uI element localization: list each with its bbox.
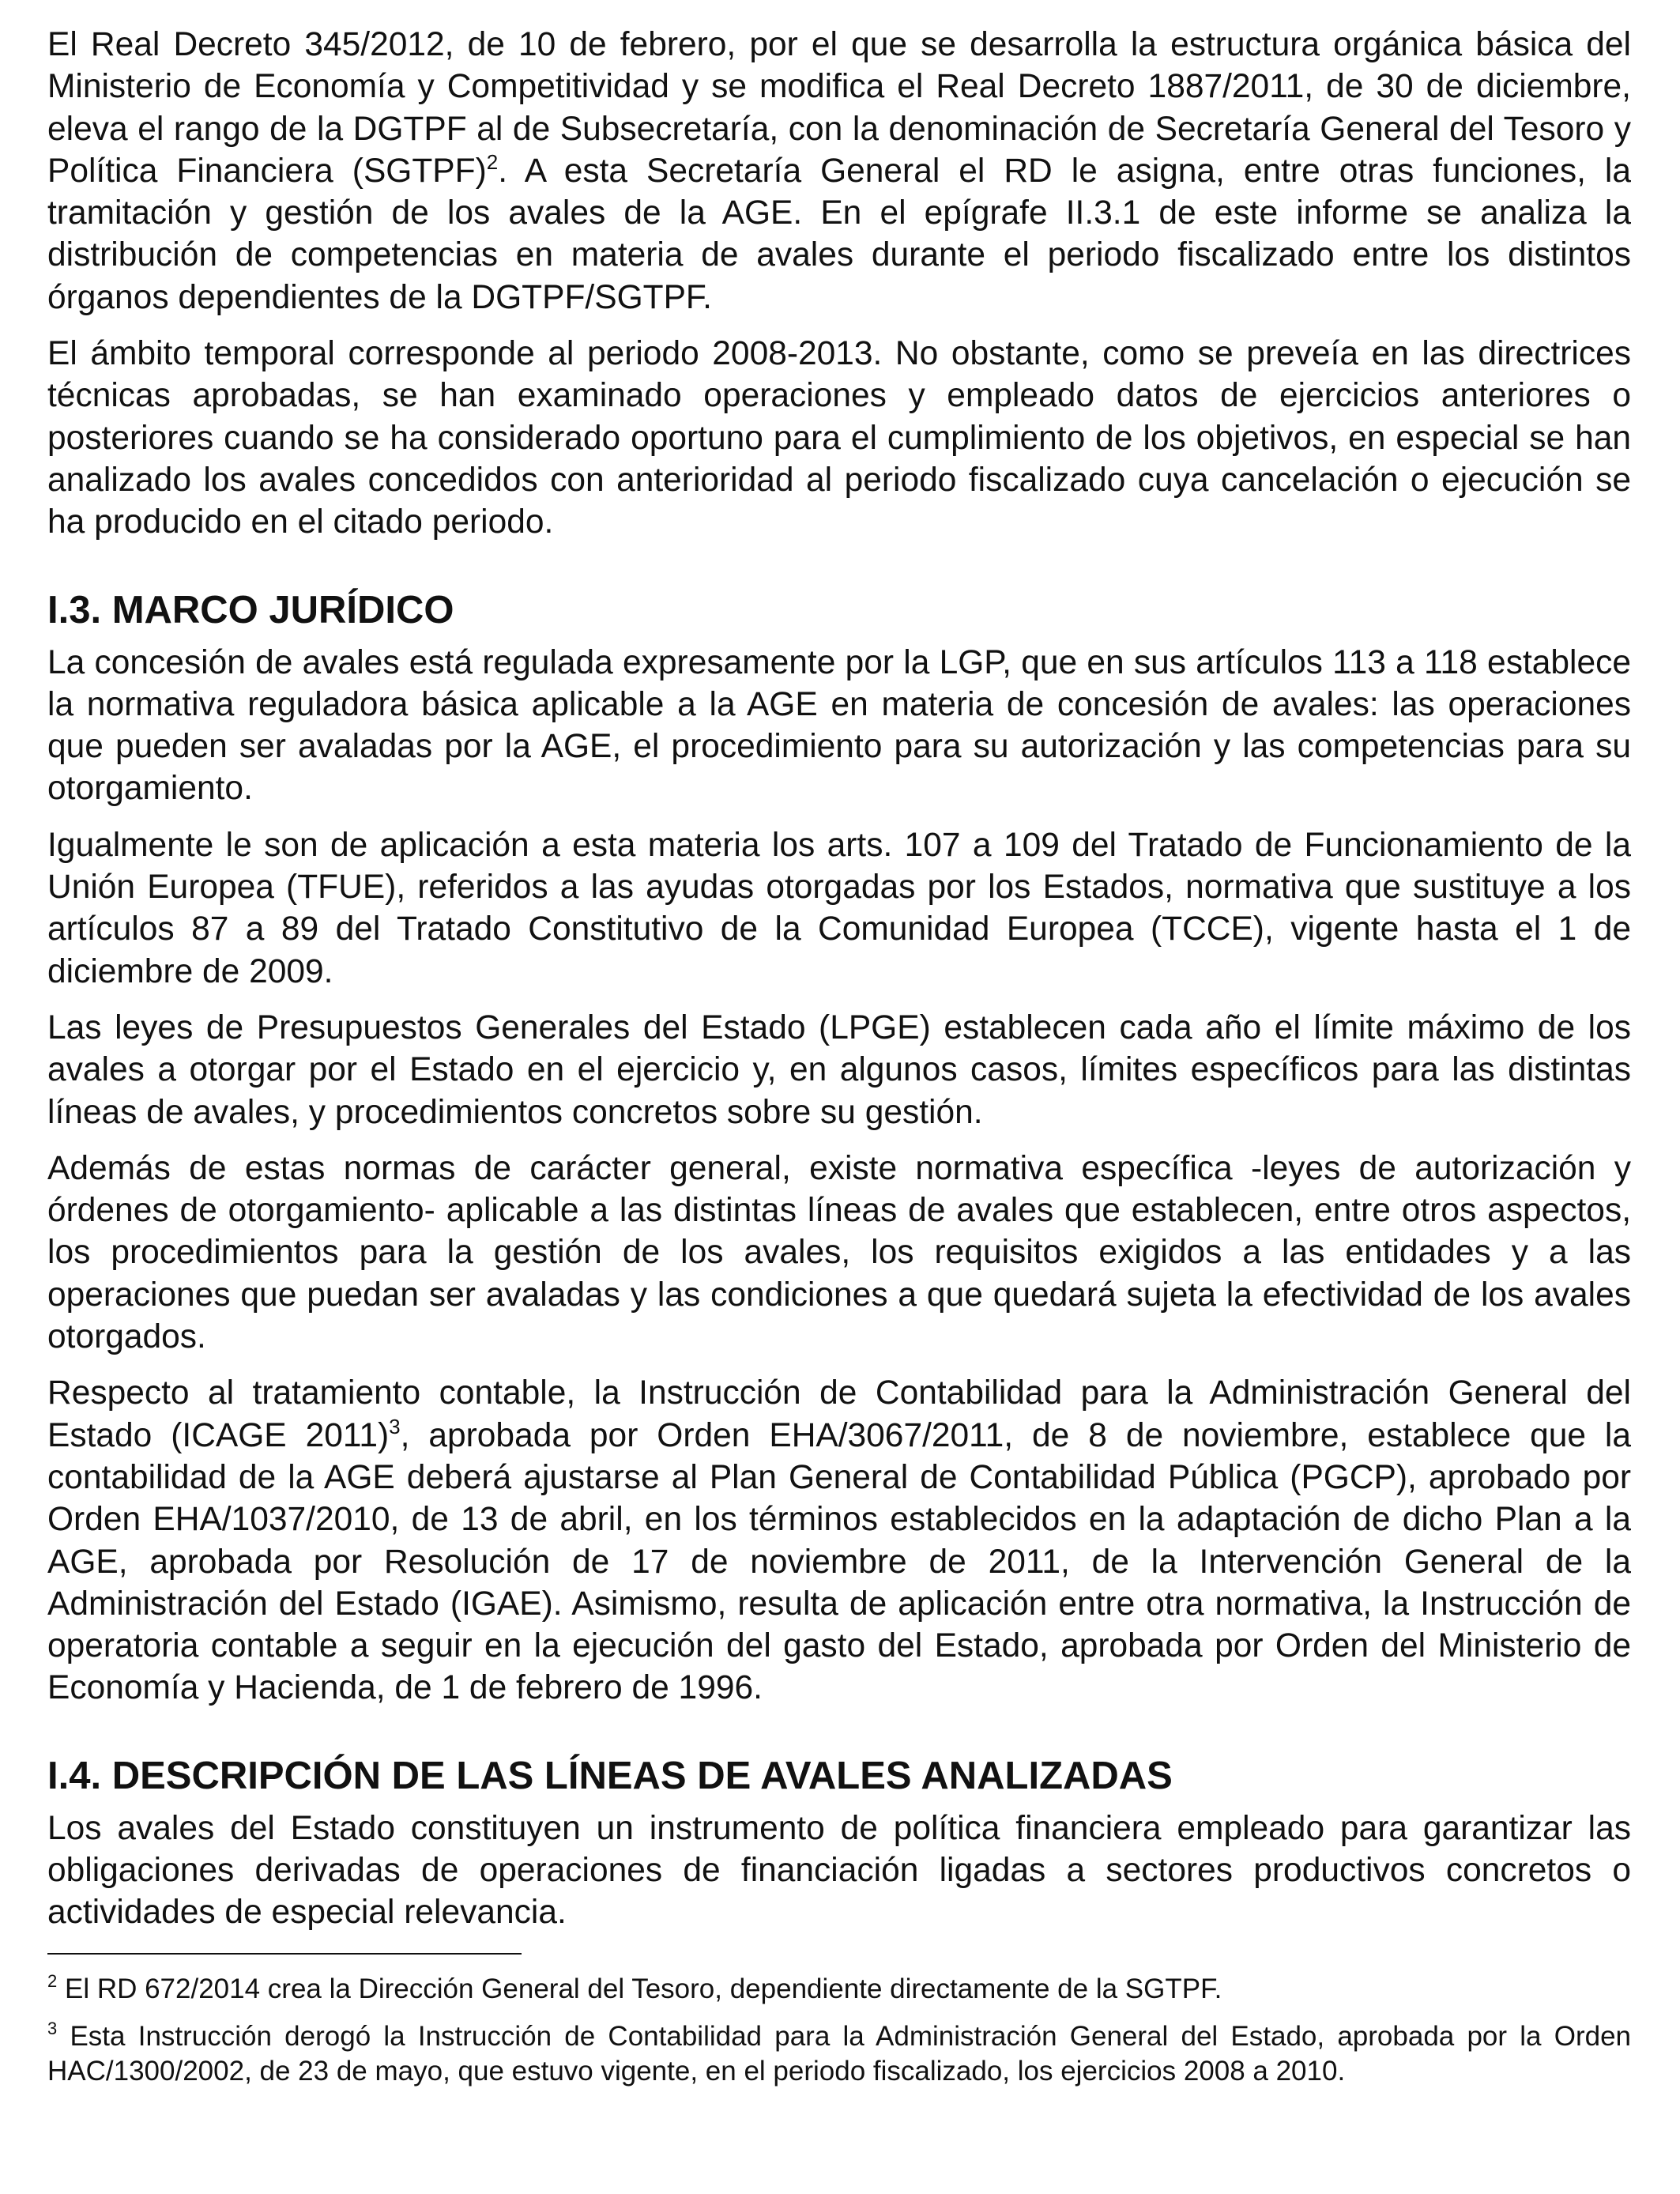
document-page (47, 24, 1631, 2102)
section-heading-lineas-avales: I.4. DESCRIPCIÓN DE LAS LÍNEAS DE AVALES ANALIZADAS (47, 1754, 1173, 1797)
paragraph-text-continued: . A esta Secretaría General el RD le asigna, entre otras funciones, la tramitación y gestión de los avales de la AGE. En el epígrafe II.3.1 de este informe se analiza la distribución de competencias en materia de avales durante el periodo fiscalizado entre los distintos órganos dependientes de la DGTPF/SGTPF. (47, 152, 1631, 316)
footnote-text: Esta Instrucción derogó la Instrucción de Contabilidad para la Administración General del Estado, aprobada por la Orden HAC/1300/2002, de 23 de mayo, que estuvo vigente, en el periodo fiscalizado, los ejercicios 2008 a 2010. (47, 2020, 1631, 2087)
paragraph-ambito-temporal: El ámbito temporal corresponde al periodo 2008-2013. No obstante, como se preveía en las directrices técnicas aprobadas, se han examinado operaciones y empleado datos de ejercicios anteriores o posteriores cuando se ha considerado oportuno para el cumplimiento de los objetivos, en especial se han analizado los avales concedidos con anterioridad al periodo fiscalizado cuya cancelación o ejecución se ha producido en el citado periodo. (47, 335, 1631, 541)
footnote-number: 2 (47, 1970, 58, 1991)
footnote-text: El RD 672/2014 crea la Dirección General del Tesoro, dependiente directamente de la SGTPF. (57, 1973, 1222, 2004)
footnote-number: 3 (47, 2018, 58, 2038)
paragraph-normativa-especifica: Además de estas normas de carácter general, existe normativa específica -leyes de autorización y órdenes de otorgamiento- aplicable a las distintas líneas de avales que establecen, entre otros aspectos, los procedimientos para la gestión de los avales, los requisitos exigidos a las entidades y a las operaciones que puedan ser avaladas y las condiciones a que quedará sujeta la efectividad de los avales otorgados. (47, 1149, 1631, 1356)
footnote-ref-2[interactable]: 2 (486, 149, 499, 174)
footnote-2 (47, 1972, 1631, 2007)
paragraph-concesion-avales: La concesión de avales está regulada expresamente por la LGP, que en sus artículos 113 a 118 establece la normativa reguladora básica aplicable a la AGE en materia de concesión de avales: las operaciones que pueden ser avaladas por la AGE, el procedimiento para su autorización y las competencias para su otorgamiento. (47, 643, 1631, 808)
footnote-ref-3[interactable]: 3 (389, 1414, 401, 1438)
paragraph-tfue: Igualmente le son de aplicación a esta materia los arts. 107 a 109 del Tratado de Funcionamiento de la Unión Europea (TFUE), referidos a las ayudas otorgadas por los Estados, normativa que sustituye a los artículos 87 a 89 del Tratado Constitutivo de la Comunidad Europea (TCCE), vigente hasta el 1 de diciembre de 2009. (47, 826, 1631, 990)
footnote-3 (47, 2019, 1631, 2089)
paragraph-text-continued: , aprobada por Orden EHA/3067/2011, de 8 de noviembre, establece que la contabilidad de la AGE deberá ajustarse al Plan General de Contabilidad Pública (PGCP), aprobado por Orden EHA/1037/2010, de 13 de abril, en los términos establecidos en la adaptación de dicho Plan a la AGE, aprobada por Resolución de 17 de noviembre de 2011, de la Intervención General de la Administración del Estado (IGAE). Asimismo, resulta de aplicación entre otra normativa, la Instrucción de operatoria contable a seguir en la ejecución del gasto del Estado, aprobada por Orden del Ministerio de Economía y Hacienda, de 1 de febrero de 1996. (47, 1416, 1632, 1707)
paragraph-real-decreto (47, 24, 1631, 319)
paragraph-text: Respecto al tratamiento contable, la Instrucción de Contabilidad para la Administración General del Estado (ICAGE 2011) (47, 1374, 1631, 1454)
paragraph-avales-estado: Los avales del Estado constituyen un instrumento de política financiera empleado para garantizar las obligaciones derivadas de operaciones de financiación ligadas a sectores productivos concretos o actividades de especial relevancia. (47, 1809, 1631, 1932)
footnote-separator (47, 1953, 522, 1955)
paragraph-text: El Real Decreto 345/2012, de 10 de febrero, por el que se desarrolla la estructura orgánica básica del Ministerio de Economía y Competitividad y se modifica el Real Decreto 1887/2011, de 30 de diciembre, eleva el rango de la DGTPF al de Subsecretaría, con la denominación de Secretaría General del Tesoro y Política Financiera (SGTPF) (47, 26, 1631, 190)
section-heading-marco-juridico: I.3. MARCO JURÍDICO (47, 588, 454, 631)
paragraph-tratamiento-contable (47, 1372, 1631, 1709)
paragraph-lpge: Las leyes de Presupuestos Generales del Estado (LPGE) establecen cada año el límite máximo de los avales a otorgar por el Estado en el ejercicio y, en algunos casos, límites específicos para las distintas líneas de avales, y procedimientos concretos sobre su gestión. (47, 1008, 1631, 1131)
